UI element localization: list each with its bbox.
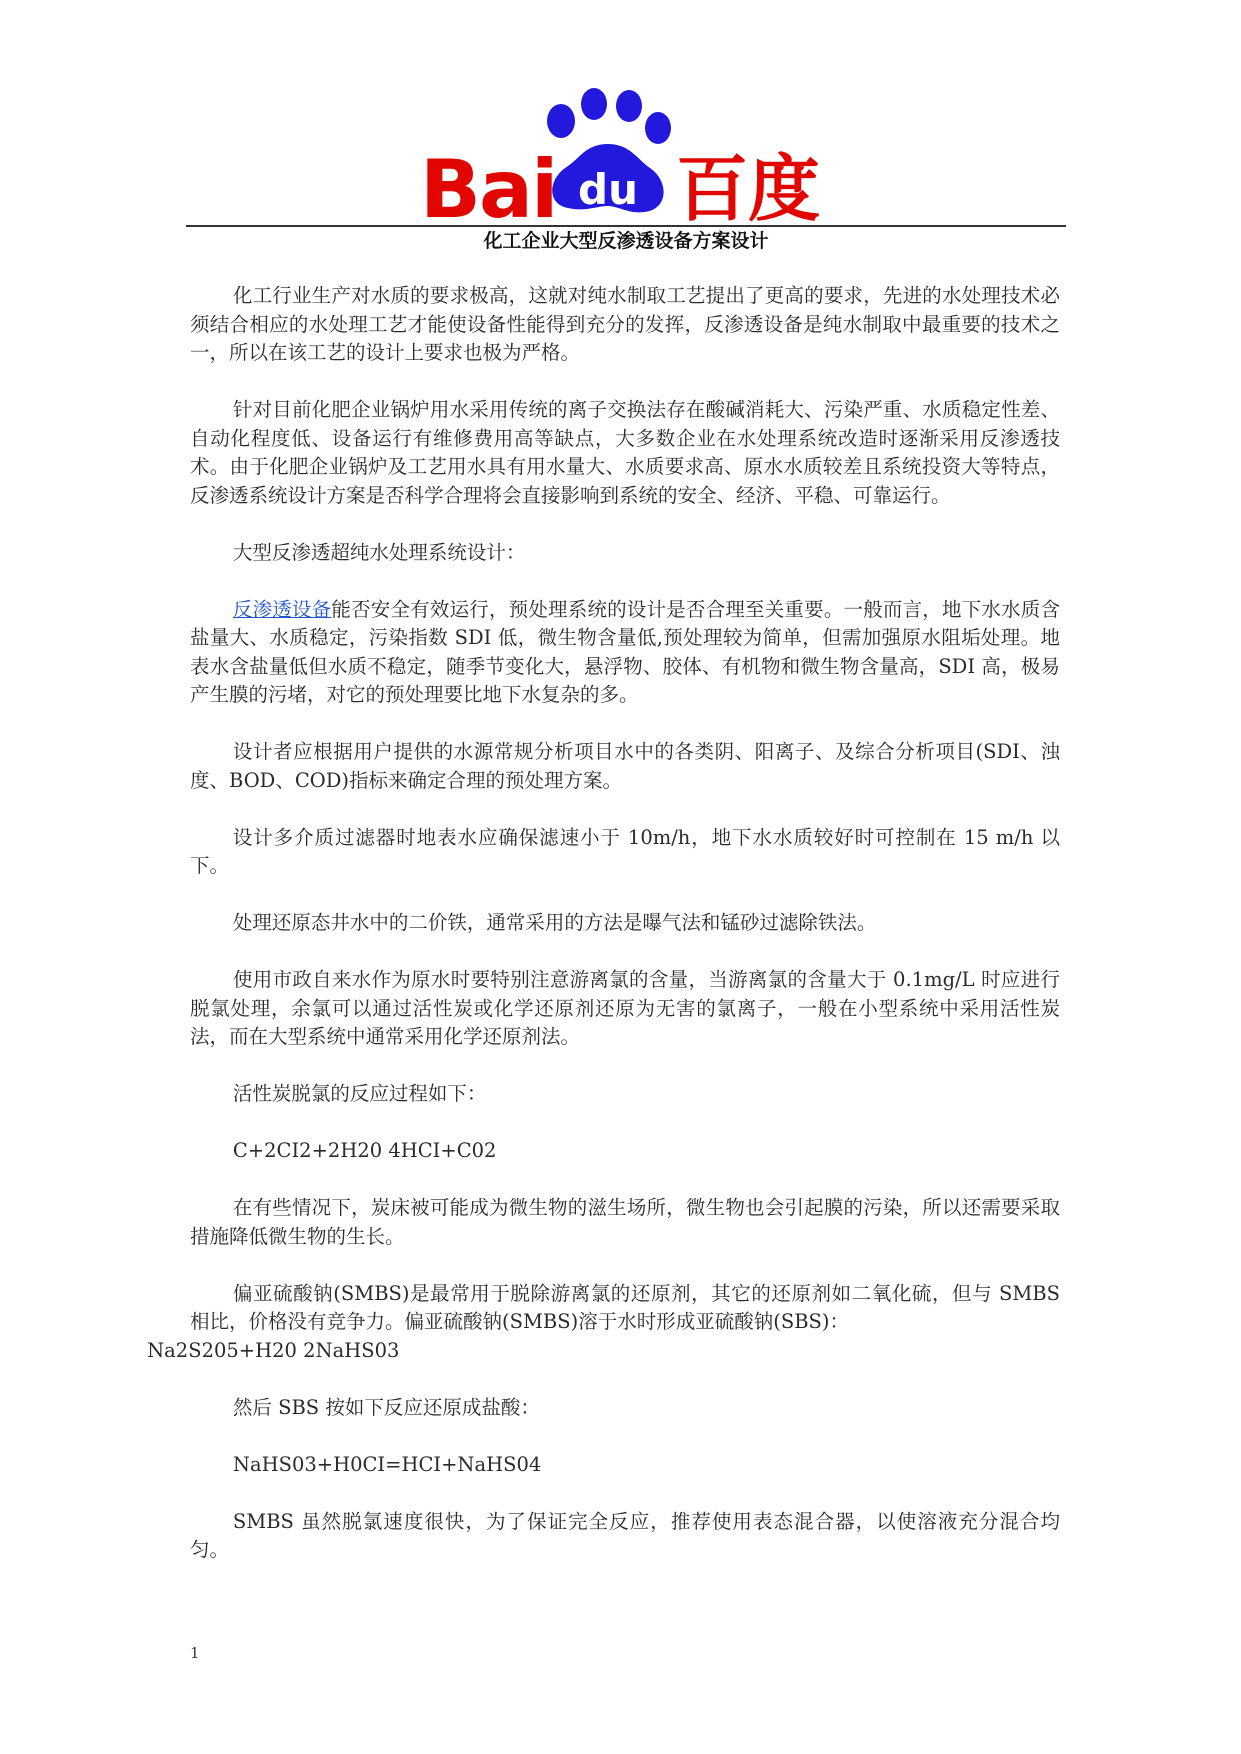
logo-paw-toe bbox=[645, 112, 671, 144]
logo-text-latin-1: Bai bbox=[420, 143, 557, 224]
reverse-osmosis-equipment-link[interactable]: 反渗透设备 bbox=[232, 597, 332, 621]
document-title: 化工企业大型反渗透设备方案设计 bbox=[483, 230, 769, 252]
paragraph: 活性炭脱氯的反应过程如下： bbox=[232, 1082, 487, 1105]
paragraph: 在有些情况下，炭床被可能成为微生物的滋生场所，微生物也会引起膜的污染，所以还需要采取措施降低微生物的生长。 bbox=[190, 1196, 1060, 1248]
paragraph: 设计者应根据用户提供的水源常规分析项目水中的各类阴、阳离子、及综合分析项目(SDI、浊度、BOD、COD)指标来确定合理的预处理方案。 bbox=[190, 740, 1060, 792]
formula: Na2S205+H20 2NaHS03 bbox=[147, 1338, 400, 1362]
paragraph: 化工行业生产对水质的要求极高，这就对纯水制取工艺提出了更高的要求，先进的水处理技术必须结合相应的水处理工艺才能使设备性能得到充分的发挥，反渗透设备是纯水制取中最重要的技术之一，所以在该工艺的设计上要求也极为严格。 bbox=[190, 284, 1060, 364]
paragraph-text: 偏亚硫酸钠(SMBS)是最常用于脱除游离氯的还原剂，其它的还原剂如二氧化硫，但与 SMBS 相比，价格没有竞争力。偏亚硫酸钠(SMBS)溶于水时形成亚硫酸钠(SBS)： bbox=[190, 1281, 1060, 1333]
logo-text-latin-2: du bbox=[578, 165, 638, 214]
paragraph: 大型反渗透超纯水处理系统设计： bbox=[232, 540, 526, 564]
paragraph bbox=[147, 1280, 1060, 1366]
paragraph: 处理还原态井水中的二价铁，通常采用的方法是曝气法和锰砂过滤除铁法。 bbox=[232, 911, 877, 934]
formula: NaHS03+H0CI=HCI+NaHS04 bbox=[232, 1452, 542, 1476]
page-number: 1 bbox=[190, 1644, 200, 1662]
paragraph: 使用市政自来水作为原水时要特别注意游离氯的含量，当游离氯的含量大于 0.1mg/L 时应进行脱氯处理，余氯可以通过活性炭或化学还原剂还原为无害的氯离子，一般在小型系统中采用活性炭法，而在大型系统中通常采用化学还原剂法。 bbox=[190, 968, 1060, 1048]
paragraph: 设计多介质过滤器时地表水应确保滤速小于 10m/h，地下水水质较好时可控制在 15 m/h 以下。 bbox=[190, 825, 1060, 877]
paragraph-text: 能否安全有效运行，预处理系统的设计是否合理至关重要。一般而言，地下水水质含盐量大、水质稳定，污染指数 SDI 低，微生物含量低,预处理较为简单，但需加强原水阻垢处理。地表水含盐量低但水质不稳定，随季节变化大，悬浮物、胶体、有机物和微生物含量高，SDI 高，极易产生膜的污堵，对它的预处理要比地下水复杂的多。 bbox=[190, 597, 1060, 706]
logo-paw-toe bbox=[616, 90, 642, 122]
header-rule bbox=[186, 225, 1066, 227]
logo-paw-toe bbox=[547, 104, 575, 138]
paragraph: 针对目前化肥企业锅炉用水采用传统的离子交换法存在酸碱消耗大、污染严重、水质稳定性差、自动化程度低、设备运行有维修费用高等缺点，大多数企业在水处理系统改造时逐渐采用反渗透技术。由于化肥企业锅炉及工艺用水具有用水量大、水质要求高、原水水质较差且系统投资大等特点，反渗透系统设计方案是否科学合理将会直接影响到系统的安全、经济、平稳、可靠运行。 bbox=[190, 398, 1060, 507]
paragraph: SMBS 虽然脱氯速度很快，为了保证完全反应，推荐使用表态混合器，以使溶液充分混合均匀。 bbox=[190, 1509, 1060, 1561]
document-body bbox=[147, 282, 1060, 1593]
paragraph: 然后 SBS 按如下反应还原成盐酸： bbox=[232, 1395, 540, 1419]
logo-text-chinese: 百度 bbox=[676, 147, 821, 224]
logo-paw-toe bbox=[581, 88, 607, 120]
paragraph bbox=[190, 596, 1060, 710]
formula: C+2CI2+2H20 4HCI+C02 bbox=[232, 1139, 497, 1162]
baidu-logo bbox=[418, 88, 832, 224]
